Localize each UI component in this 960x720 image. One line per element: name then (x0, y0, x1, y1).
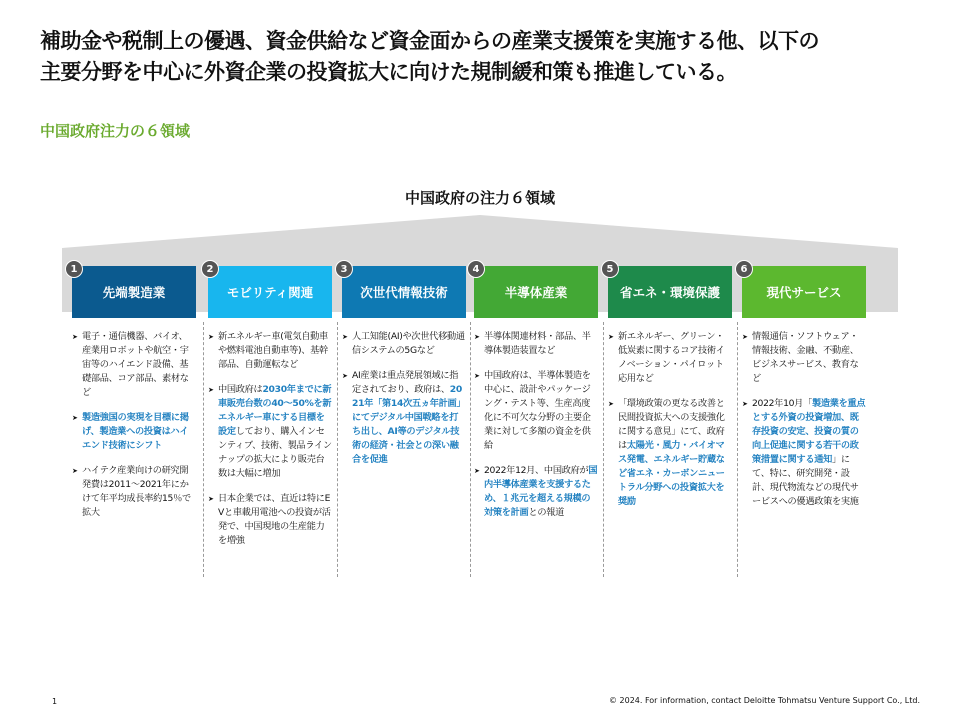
column-header (206, 263, 332, 318)
bullet-text: 電子・通信機器、バイオ、産業用ロボットや航空・宇宙等のハイエンド設備、基礎部品、コア部品、素材など (82, 331, 189, 398)
column-energy-environment (606, 263, 732, 520)
headline-line-2: 主要分野を中心に外資企業の投資拡大に向けた規制緩和策も推進している。 (40, 60, 737, 84)
column-divider (470, 322, 471, 577)
bullet-list (474, 330, 598, 520)
column-header (340, 263, 466, 318)
bullet-text: ハイテク産業向けの研究開発費は2011～2021年にかけて年平均成長率約15％で拡大 (82, 465, 191, 518)
column-divider (337, 322, 338, 577)
bullet-item (342, 330, 466, 358)
bullet-text: 2022年10月「 (752, 398, 812, 409)
column-header (472, 263, 598, 318)
bullet-item (72, 464, 196, 520)
bullet-text: 中国政府は (218, 384, 263, 395)
bullet-item (72, 411, 196, 453)
bullet-item (474, 330, 598, 358)
bullet-text: 新エネルギー、グリーン・低炭素に関するコア技術イノベーション・パイロット応用など (618, 331, 725, 384)
bullet-item (474, 464, 598, 520)
bullet-text: 「環境政策の更なる改善と民間投資拡大への支援強化に関する意見」にて、政府は (618, 398, 725, 451)
column-divider (737, 322, 738, 577)
column-title: 省エネ・環境保護 (619, 285, 720, 300)
bullet-item (608, 330, 732, 386)
bullet-item (608, 397, 732, 509)
bullet-text: 中国政府は、半導体製造を中心に、設計やパッケージング・テスト等、生産高度化に不可欠な分野の主要企業に対して多額の資金を供給 (484, 370, 591, 451)
column-divider (203, 322, 204, 577)
bullet-text: AI産業は重点発展領域に指定されており、政府は、 (352, 370, 459, 395)
bullet-text: しており、購入インセンティブ、技術、製品ラインナップの拡大により販売台数は大幅に増加 (218, 426, 332, 479)
bullet-text: 新エネルギー車(電気自動車や燃料電池自動車等)、基幹部品、自動運転など (218, 331, 328, 370)
bullet-item (208, 330, 332, 372)
column-title: 半導体産業 (504, 285, 568, 300)
column-header (70, 263, 196, 318)
column-header (606, 263, 732, 318)
column-advanced-manufacturing (70, 263, 196, 531)
bullet-item (474, 369, 598, 453)
bullet-item (72, 330, 196, 400)
column-number-badge: 6 (735, 260, 753, 278)
headline-line-1: 補助金や税制上の優遇、資金供給など資金面からの産業支援策を実施する他、以下の (40, 29, 819, 53)
column-modern-services (740, 263, 866, 520)
diagram-title: 中国政府の注力６領域 (404, 189, 555, 207)
bullet-list (208, 330, 332, 548)
bullet-item (208, 383, 332, 481)
highlight-text: 製造強国の実現を目標に掲げ、製造業への投資はハイエンド技術にシフト (82, 412, 189, 451)
bullet-item (742, 397, 866, 509)
column-divider (603, 322, 604, 577)
column-number-badge: 5 (601, 260, 619, 278)
column-semiconductor (472, 263, 598, 531)
bullet-list (742, 330, 866, 509)
bullet-list (342, 330, 466, 467)
highlight-text: 国内半導体産業を支援するため、１兆元を超える規模の対策を計画 (484, 465, 598, 518)
bullet-text: 人工知能(AI)や次世代移動通信システムの5Gなど (352, 331, 465, 356)
bullet-text: 日本企業では、直近は特にEVと車載用電池への投資が活発で、中国現地の生産能力を増強 (218, 493, 331, 546)
column-number-badge: 2 (201, 260, 219, 278)
bullet-text: 情報通信・ソフトウェア・情報技術、金融、不動産、ビジネスサービス、教育など (752, 331, 859, 384)
bullet-item (208, 492, 332, 548)
column-number-badge: 3 (335, 260, 353, 278)
bullet-text: 半導体関連材料・部品、半導体製造装置など (484, 331, 591, 356)
column-header (740, 263, 866, 318)
highlight-text: 太陽光・風力・バイオマス発電、エネルギー貯蔵など省エネ・カーボンニュートラル分野への投資拡大を奨励 (618, 440, 725, 507)
bullet-item (742, 330, 866, 386)
column-mobility (206, 263, 332, 559)
column-number-badge: 1 (65, 260, 83, 278)
bullet-text: との報道 (528, 507, 564, 518)
section-subtitle: 中国政府注力の６領域 (40, 122, 191, 140)
bullet-list (608, 330, 732, 509)
column-title: 先端製造業 (102, 285, 166, 300)
bullet-text: 2022年12月、中国政府が (484, 465, 589, 476)
column-next-gen-it (340, 263, 466, 478)
page-number: 1 (52, 697, 58, 706)
highlight-text: 製造業を重点とする外資の投資増加、既存投資の安定、投資の質の向上促進に関する若干の政策措置に関する通知 (752, 398, 866, 465)
column-number-badge: 4 (467, 260, 485, 278)
highlight-text: 2021年「第14次五ヵ年計画」にてデジタル中国戦略を打ち出し、AI等のデジタル技術の経済・社会との深い融合を促進 (352, 384, 466, 465)
column-title: 現代サービス (766, 285, 842, 300)
copyright-notice: © 2024. For information, contact Deloitte Tohmatsu Venture Support Co., Ltd. (608, 696, 920, 705)
bullet-list (72, 330, 196, 520)
column-title: モビリティ関連 (226, 285, 314, 300)
bullet-text: 」にて、特に、研究開発・設計、現代物流などの現代サービスへの優遇政策を実施 (752, 454, 859, 507)
column-title: 次世代情報技術 (360, 285, 448, 300)
bullet-item (342, 369, 466, 467)
highlight-text: 2030年までに新車販売台数の40～50%を新エネルギー車にする目標を設定 (218, 384, 332, 437)
